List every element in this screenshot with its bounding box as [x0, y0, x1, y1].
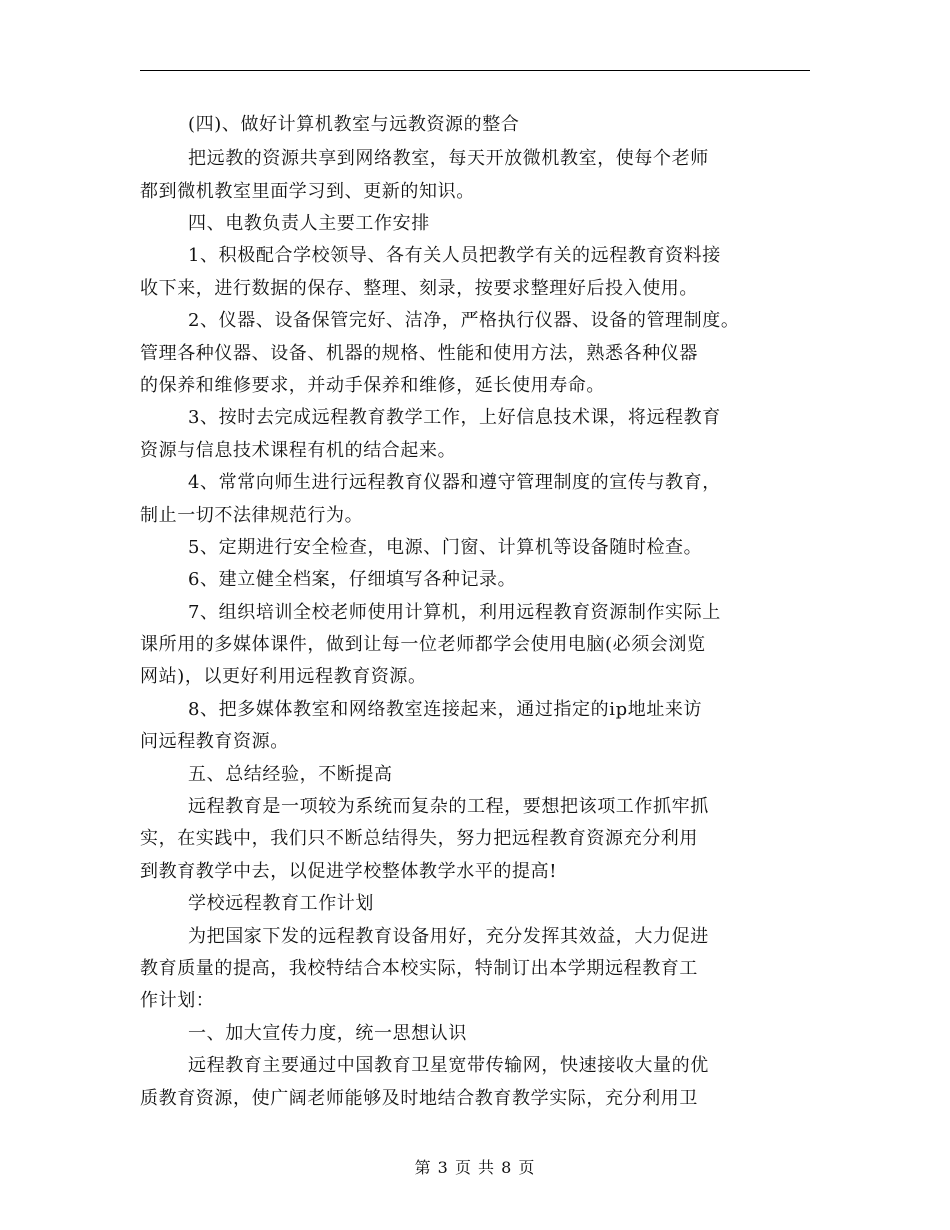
text-line: 6、建立健全档案，仔细填写各种记录。 — [188, 569, 517, 590]
text-line: (四)、做好计算机教室与远教资源的整合 — [188, 114, 520, 135]
text-line: 网站)，以更好利用远程教育资源。 — [140, 666, 427, 687]
text-line: 为把国家下发的远程教育设备用好，充分发挥其效益，大力促进 — [188, 926, 709, 947]
text-line: 7、组织培训全校老师使用计算机，利用远程教育资源制作实际上 — [188, 602, 721, 623]
text-line: 2、仪器、设备保管完好、洁净，严格执行仪器、设备的管理制度。 — [188, 310, 740, 331]
text-line: 资源与信息技术课程有机的结合起来。 — [140, 440, 457, 461]
text-line: 制止一切不法律规范行为。 — [140, 505, 364, 526]
page-footer: 第 3 页 共 8 页 — [414, 1158, 536, 1177]
text-line: 3、按时去完成远程教育教学工作，上好信息技术课，将远程教育 — [188, 407, 721, 428]
text-line: 一、加大宣传力度，统一思想认识 — [188, 1023, 467, 1044]
text-line: 问远程教育资源。 — [140, 731, 289, 752]
text-line: 质教育资源，使广阔老师能够及时地结合教育教学实际，充分利用卫 — [140, 1088, 698, 1109]
text-line: 收下来，进行数据的保存、整理、刻录，按要求整理好后投入使用。 — [140, 278, 698, 299]
text-line: 五、总结经验，不断提高 — [188, 764, 393, 785]
text-line: 都到微机教室里面学习到、更新的知识。 — [140, 181, 475, 202]
header-rule — [140, 70, 810, 71]
text-line: 实，在实践中，我们只不断总结得失，努力把远程教育资源充分利用 — [140, 828, 698, 849]
text-line: 8、把多媒体教室和网络教室连接起来，通过指定的ip地址来访 — [188, 699, 703, 720]
text-line: 1、积极配合学校领导、各有关人员把教学有关的远程教育资料接 — [188, 245, 721, 266]
text-line: 管理各种仪器、设备、机器的规格、性能和使用方法，熟悉各种仪器 — [140, 343, 698, 364]
text-line: 远程教育主要通过中国教育卫星宽带传输网，快速接收大量的优 — [188, 1055, 709, 1076]
text-line: 到教育教学中去，以促进学校整体教学水平的提高! — [140, 861, 558, 882]
text-line: 5、定期进行安全检查，电源、门窗、计算机等设备随时检查。 — [188, 537, 703, 558]
text-line: 把远教的资源共享到网络教室，每天开放微机教室，使每个老师 — [188, 148, 709, 169]
text-line: 4、常常向师生进行远程教育仪器和遵守管理制度的宣传与教育， — [188, 472, 721, 493]
text-line: 学校远程教育工作计划 — [188, 893, 374, 914]
text-line: 作计划： — [140, 990, 215, 1011]
text-line: 课所用的多媒体课件，做到让每一位老师都学会使用电脑(必须会浏览 — [140, 634, 706, 655]
text-line: 的保养和维修要求，并动手保养和维修，延长使用寿命。 — [140, 375, 605, 396]
text-line: 四、电教负责人主要工作安排 — [188, 213, 430, 234]
text-line: 教育质量的提高，我校特结合本校实际，特制订出本学期远程教育工 — [140, 958, 698, 979]
text-line: 远程教育是一项较为系统而复杂的工程，要想把该项工作抓牢抓 — [188, 796, 709, 817]
